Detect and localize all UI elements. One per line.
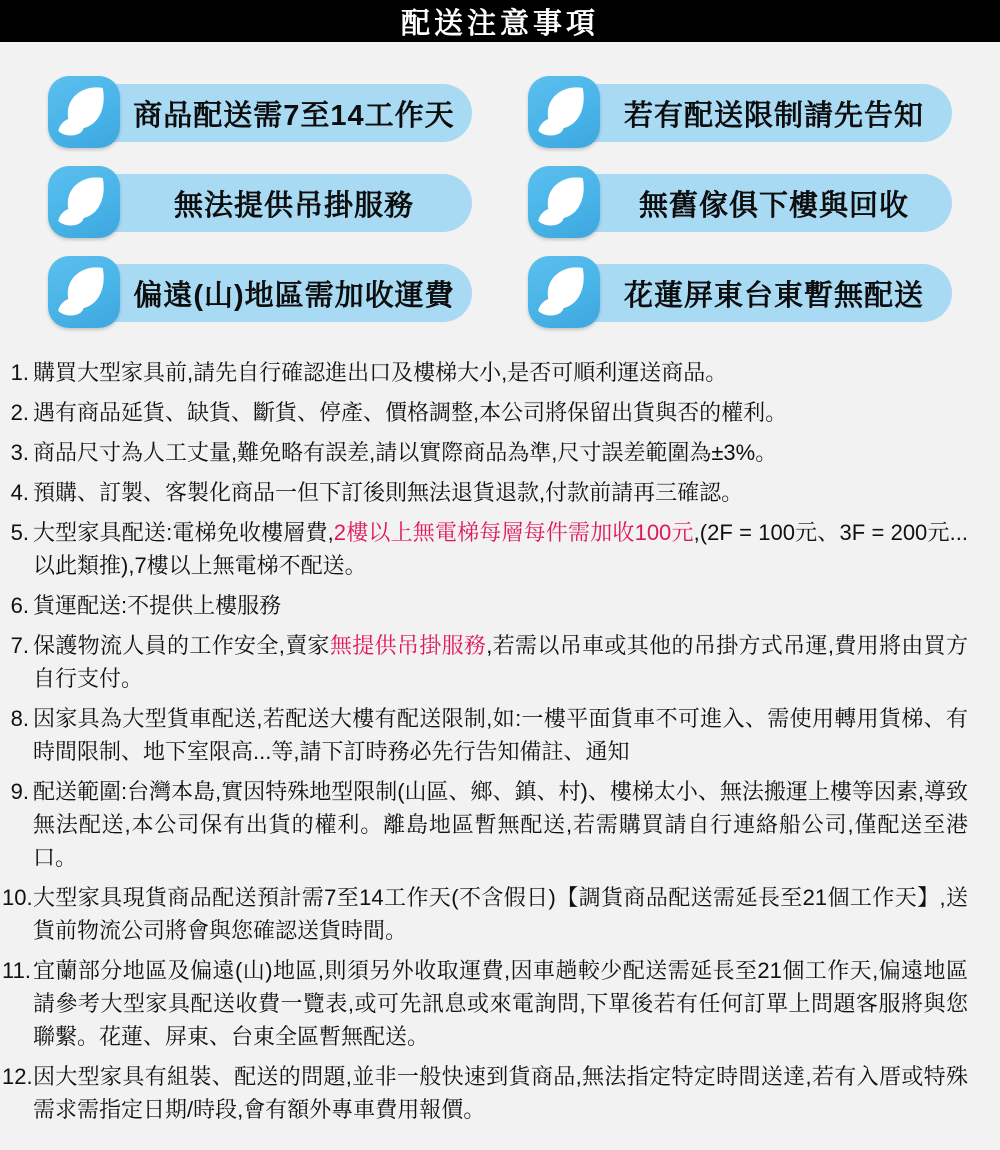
- leaf-icon: [528, 76, 600, 148]
- note-segment: 預購、訂製、客製化商品一但下訂後則無法退貨退款,付款前請再三確認。: [33, 480, 744, 505]
- note-number: 7.: [10, 633, 29, 658]
- note-text: [33, 400, 787, 425]
- badge: [48, 76, 472, 150]
- note-segment: 商品尺寸為人工丈量,難免略有誤差,請以實際商品為準,尺寸誤差範圍為±3%。: [33, 440, 778, 465]
- note-item: [2, 436, 968, 469]
- note-number: 6.: [10, 593, 29, 618]
- badge: [528, 166, 952, 240]
- note-text: [33, 706, 968, 764]
- note-text: [33, 885, 968, 943]
- note-text: [33, 633, 968, 691]
- note-text: [33, 593, 281, 618]
- note-segment: 貨運配送:不提供上樓服務: [33, 593, 282, 618]
- badge-label: 花蓮屏東台東暫無配送: [623, 279, 924, 312]
- leaf-icon: [528, 166, 600, 238]
- note-item: [2, 629, 968, 695]
- badge-pill: [78, 264, 472, 322]
- badge: [48, 166, 472, 240]
- note-item: [2, 1060, 968, 1126]
- badge-pill: [558, 174, 952, 232]
- note-item: [2, 476, 968, 509]
- note-item: [2, 396, 968, 429]
- note-number: 4.: [10, 480, 29, 505]
- badge: [48, 256, 472, 330]
- badge-label: 無舊傢俱下樓與回收: [638, 189, 909, 222]
- badge-label: 若有配送限制請先告知: [623, 99, 924, 132]
- note-number: 3.: [10, 440, 29, 465]
- note-highlight: 無提供吊掛服務: [329, 633, 487, 658]
- badge-pill: [558, 84, 952, 142]
- note-segment: 大型家具配送:電梯免收樓層費,: [33, 520, 334, 545]
- badge-pill: [78, 84, 472, 142]
- badges-grid: [0, 42, 1000, 354]
- note-segment: ,若需以吊車或其他的吊掛方式吊運,費用將由買方自行支付。: [33, 633, 968, 691]
- note-number: 10.: [2, 885, 33, 910]
- note-segment: 宜蘭部分地區及偏遠(山)地區,則須另外收取運費,因車趟較少配送需延長至21個工作天,偏遠地區請參考大型家具配送收費一覽表,或可先訊息或來電詢問,下單後若有任何訂單上問題客服將與您聯繫。花蓮、屏東、台東全區暫無配送。: [33, 958, 968, 1049]
- note-text: [33, 1064, 968, 1122]
- note-text: [33, 440, 777, 465]
- badge: [528, 76, 952, 150]
- leaf-icon: [48, 166, 120, 238]
- note-number: 11.: [2, 958, 31, 983]
- note-text: [33, 958, 968, 1049]
- leaf-icon: [528, 256, 600, 328]
- badge-label: 無法提供吊掛服務: [173, 189, 414, 222]
- note-segment: ,(2F = 100元、3F = 200元...以此類推),7樓以上無電梯不配送。: [33, 520, 968, 578]
- page-title: 配送注意事項: [400, 7, 599, 40]
- badge-pill: [558, 264, 952, 322]
- note-item: [2, 356, 968, 389]
- note-segment: 配送範圍:台灣本島,實因特殊地型限制(山區、鄉、鎮、村)、樓梯太小、無法搬運上樓等因素,導致無法配送,本公司保有出貨的權利。離島地區暫無配送,若需購買請自行連絡船公司,僅配送至港口。: [33, 779, 968, 870]
- note-number: 5.: [10, 520, 29, 545]
- note-number: 1.: [10, 360, 29, 385]
- leaf-icon: [48, 256, 120, 328]
- badge-label: 偏遠(山)地區需加收運費: [133, 279, 455, 312]
- note-item: [2, 881, 968, 947]
- note-number: 12.: [2, 1064, 33, 1089]
- note-item: [2, 702, 968, 768]
- note-segment: 購買大型家具前,請先自行確認進出口及樓梯大小,是否可順利運送商品。: [33, 360, 728, 385]
- delivery-notes-list: [0, 354, 1000, 1126]
- note-item: [2, 954, 968, 1053]
- page-header: [0, 0, 1000, 42]
- note-text: [33, 779, 968, 870]
- badge-label: 商品配送需7至14工作天: [133, 99, 455, 132]
- note-text: [33, 520, 968, 578]
- note-text: [33, 360, 727, 385]
- note-item: [2, 516, 968, 582]
- note-segment: 大型家具現貨商品配送預計需7至14工作天(不含假日)【調貨商品配送需延長至21個工作天】,送貨前物流公司將會與您確認送貨時間。: [33, 885, 968, 943]
- note-item: [2, 589, 968, 622]
- note-text: [33, 480, 743, 505]
- note-highlight: 2樓以上無電梯每層每件需加收100元: [333, 520, 694, 545]
- note-segment: 遇有商品延貨、缺貨、斷貨、停產、價格調整,本公司將保留出貨與否的權利。: [33, 400, 788, 425]
- note-segment: 保護物流人員的工作安全,賣家: [33, 633, 330, 658]
- note-item: [2, 775, 968, 874]
- badge-pill: [78, 174, 472, 232]
- note-number: 8.: [10, 706, 29, 731]
- leaf-icon: [48, 76, 120, 148]
- note-number: 2.: [10, 400, 29, 425]
- badge: [528, 256, 952, 330]
- note-segment: 因家具為大型貨車配送,若配送大樓有配送限制,如:一樓平面貨車不可進入、需使用轉用貨梯、有時間限制、地下室限高...等,請下訂時務必先行告知備註、通知: [33, 706, 968, 764]
- note-number: 9.: [10, 779, 29, 804]
- note-segment: 因大型家具有組裝、配送的問題,並非一般快速到貨商品,無法指定特定時間送達,若有入厝或特殊需求需指定日期/時段,會有額外專車費用報價。: [33, 1064, 968, 1122]
